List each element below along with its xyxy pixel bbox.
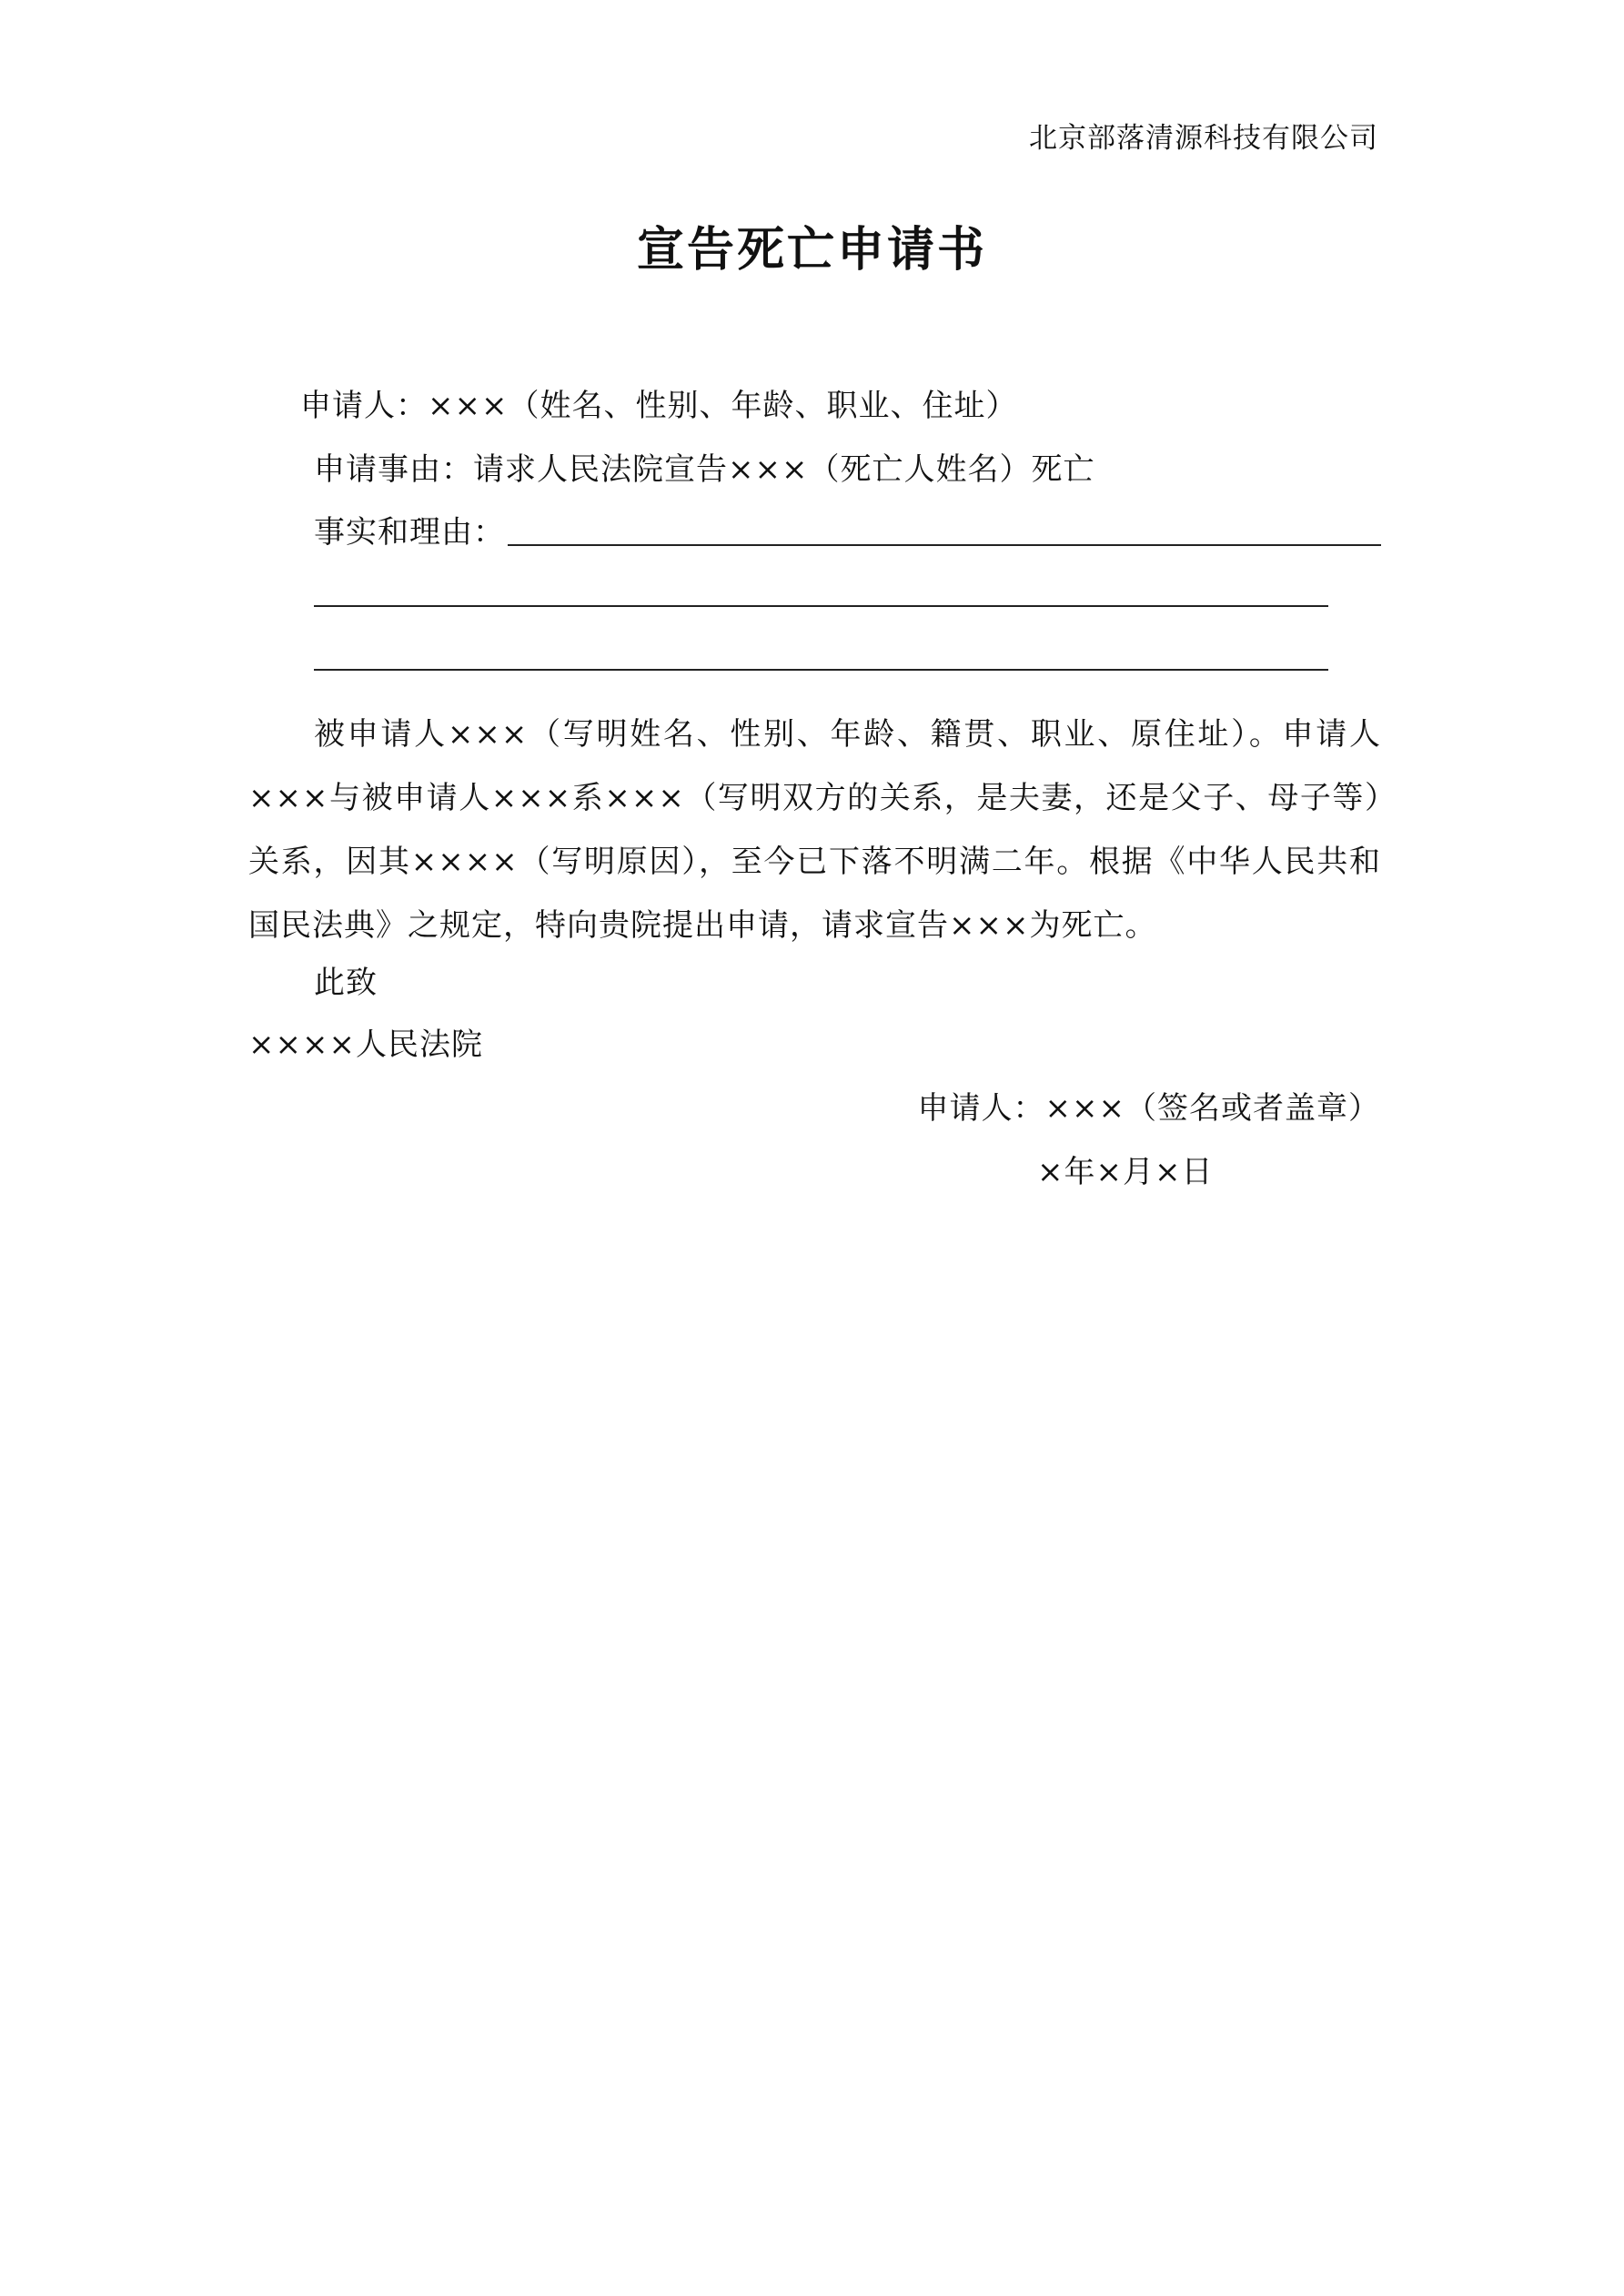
page-title: 宣告死亡申请书	[636, 222, 987, 278]
applicant-line: 申请人：×××（姓名、性别、年龄、职业、住址）	[300, 388, 1018, 424]
signature-line: 申请人：×××（签名或者盖章）	[917, 1090, 1380, 1127]
date-line: ×年×月×日	[1037, 1154, 1214, 1190]
court-name: ××××人民法院	[248, 1027, 483, 1063]
facts-blank-line-3	[314, 669, 1328, 671]
request-reason-line: 申请事由：请求人民法院宣告×××（死亡人姓名）死亡	[314, 451, 1095, 488]
facts-label: 事实和理由：	[314, 514, 505, 551]
company-name: 北京部落清源科技有限公司	[1029, 122, 1378, 155]
body-paragraph: 被申请人×××（写明姓名、性别、年龄、籍贯、职业、原住址）。申请人×××与被申请人×××系×××（写明双方的关系，是夫妻，还是父子、母子等）关系，因其××××（写明原因），至今已下落不明满二年。根据《中华人民共和国民法典》之规定，特向贵院提出申请，请求宣告×××为死亡。	[248, 716, 1381, 944]
facts-blank-line-1	[508, 544, 1381, 546]
closing-salutation: 此致	[314, 965, 378, 1001]
facts-blank-line-2	[314, 605, 1328, 607]
